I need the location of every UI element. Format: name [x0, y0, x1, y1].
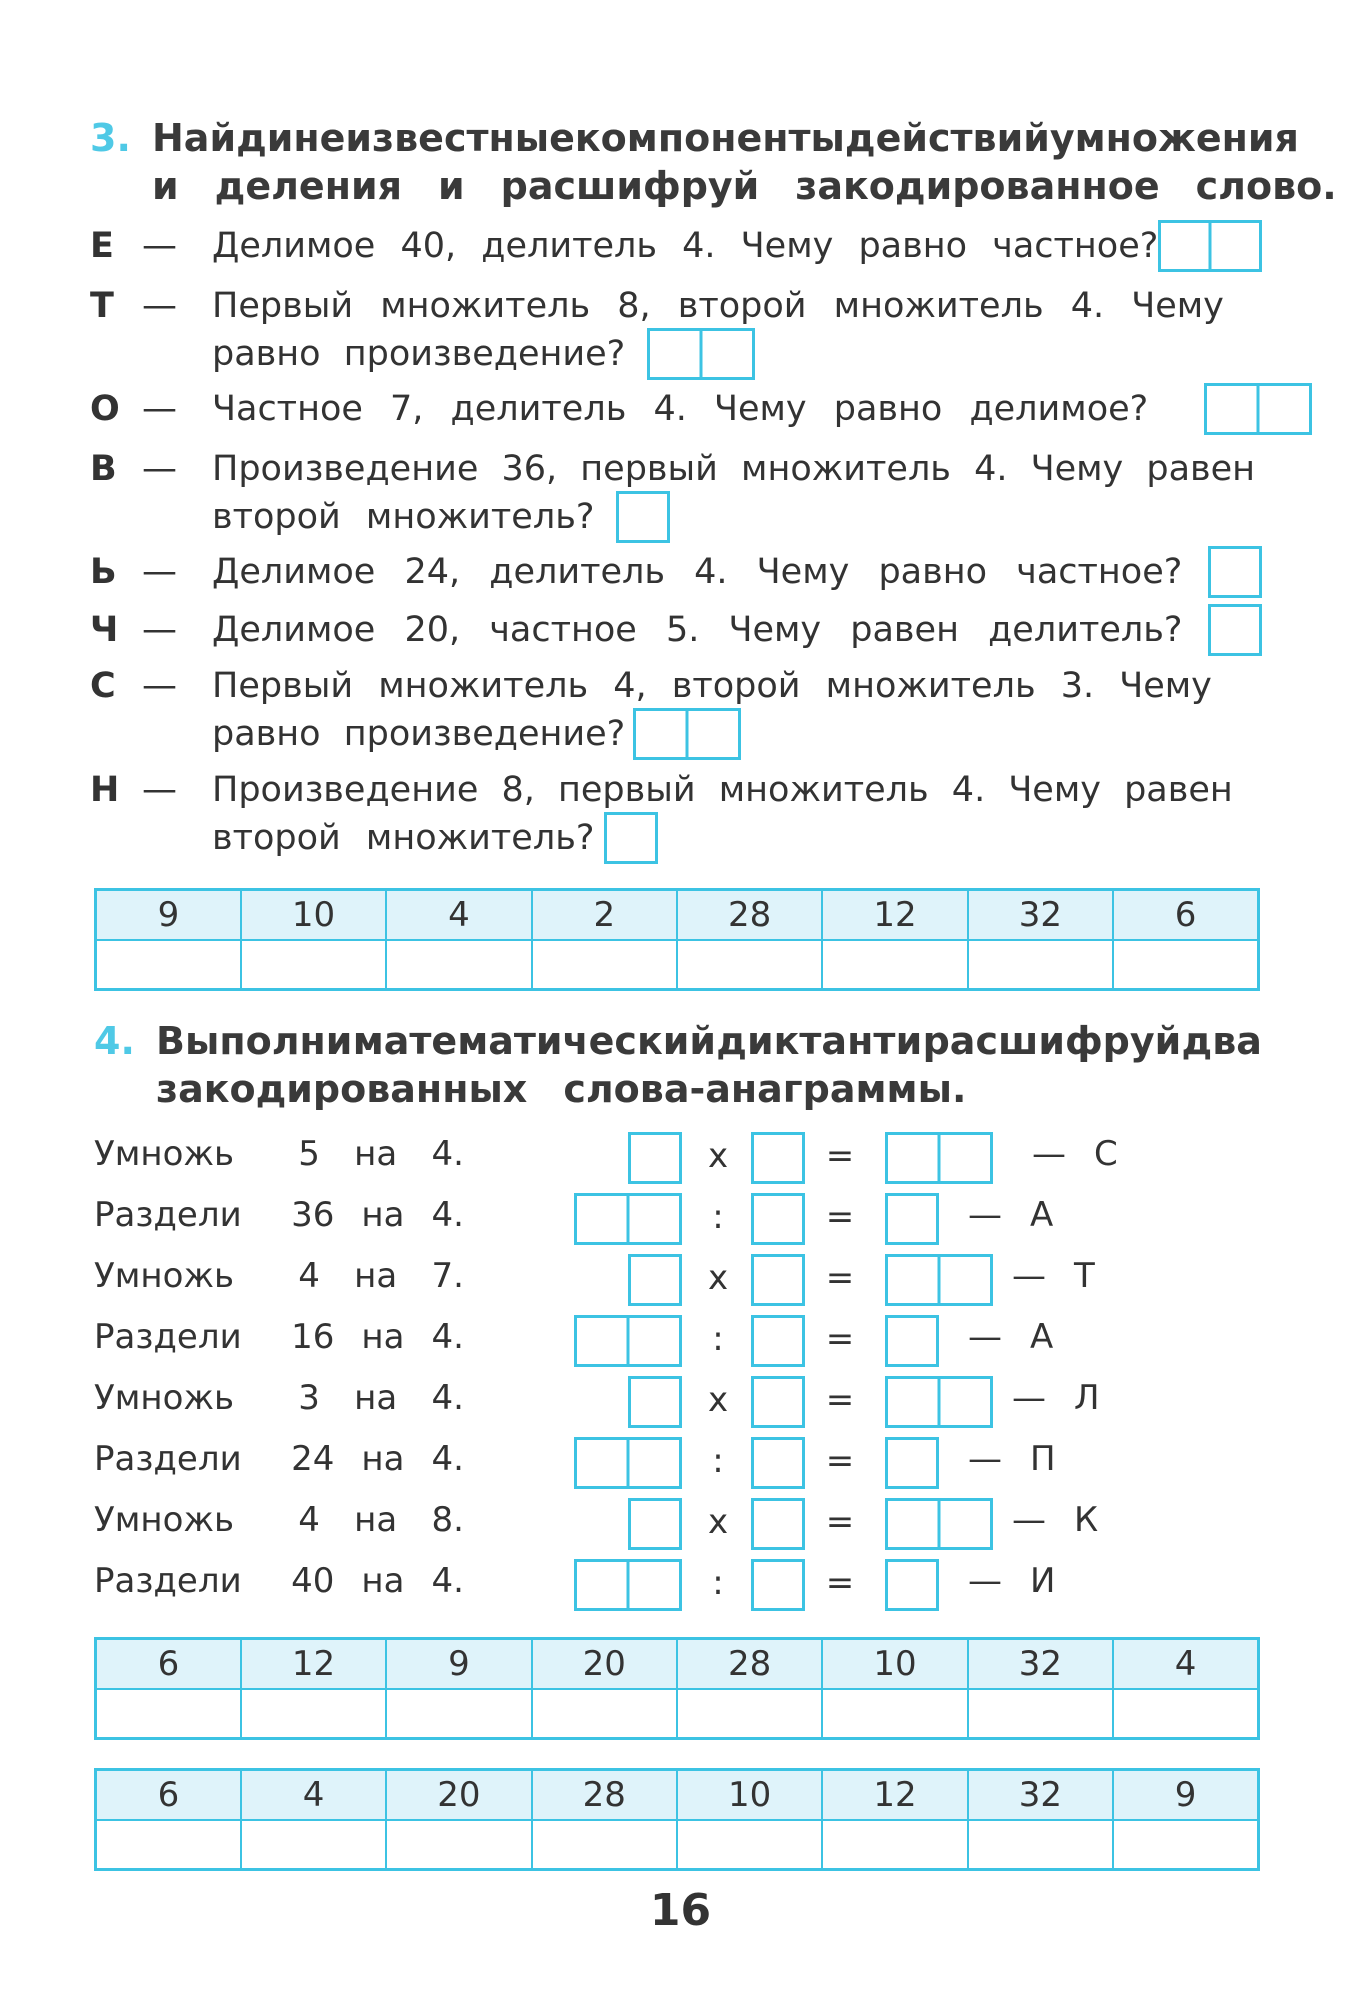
task4-number: 4. [94, 1019, 135, 1063]
operand2-box[interactable] [751, 1315, 805, 1367]
code-letter-cell[interactable] [1113, 1689, 1258, 1739]
code-letter-cell[interactable] [532, 1820, 677, 1870]
item-text [212, 766, 1262, 862]
item-letter: О [90, 389, 120, 429]
code-number: 12 [241, 1639, 386, 1689]
answer-box[interactable] [604, 812, 658, 864]
item-letter: С [90, 666, 116, 706]
dictation-row [94, 1250, 1194, 1311]
item-question: Первый множитель 8, второй множитель 4. Чему [212, 286, 1224, 326]
item-line [212, 330, 1262, 378]
answer-box[interactable] [1208, 604, 1262, 656]
instruction-word: на [354, 1500, 398, 1540]
operand1-box[interactable] [574, 1315, 682, 1367]
item-letter: Ь [90, 552, 117, 592]
task4-heading-line1 [156, 1017, 1262, 1065]
result-box[interactable] [885, 1193, 939, 1245]
code-number: 28 [532, 1770, 677, 1820]
heading-word: действий [844, 116, 1050, 160]
heading-word: неизвестные [293, 116, 575, 160]
item-line [212, 814, 1262, 862]
instruction-word: 4. [431, 1439, 464, 1479]
code-number: 4 [1113, 1639, 1258, 1689]
operand1-box[interactable] [574, 1559, 682, 1611]
operand2-box[interactable] [751, 1437, 805, 1489]
item-dash: — [142, 610, 177, 650]
instruction-word: на [361, 1439, 405, 1479]
heading-word: закодированных [156, 1067, 528, 1111]
code-number: 6 [96, 1639, 241, 1689]
task3-heading-line2 [152, 162, 1337, 210]
code-number: 20 [386, 1770, 531, 1820]
task4-code-table-1 [94, 1637, 1260, 1740]
code-letter-cell[interactable] [968, 1820, 1113, 1870]
instruction-word: 4 [298, 1500, 320, 1540]
code-row-numbers [96, 1639, 1259, 1689]
page-number: 16 [649, 1885, 712, 1936]
dictation-dash: — [968, 1195, 1002, 1235]
result-box[interactable] [885, 1498, 993, 1550]
item-dash: — [142, 449, 177, 489]
code-letter-cell[interactable] [677, 1820, 822, 1870]
item-letter: Н [90, 770, 120, 810]
code-letter-cell[interactable] [1113, 940, 1258, 990]
heading-word: расшифруй [500, 164, 760, 208]
task3-number: 3. [90, 116, 131, 160]
answer-box[interactable] [1208, 546, 1262, 598]
answer-box[interactable] [1158, 220, 1262, 272]
instruction-word: 4. [431, 1378, 464, 1418]
heading-word: и [438, 164, 465, 208]
heading-word: два [1181, 1019, 1262, 1063]
instruction-word: 16 [291, 1317, 335, 1357]
instruction-word: 24 [291, 1439, 335, 1479]
code-letter-cell[interactable] [96, 940, 241, 990]
instruction-word: на [361, 1317, 405, 1357]
item-dash: — [142, 770, 177, 810]
code-number: 9 [386, 1639, 531, 1689]
dictation-instruction [94, 1561, 464, 1601]
item-line [212, 606, 1262, 654]
code-row-numbers [96, 1770, 1259, 1820]
dictation-instruction [94, 1500, 464, 1540]
operand1-box[interactable] [628, 1254, 682, 1306]
dictation-row [94, 1433, 1194, 1494]
code-number: 6 [96, 1770, 241, 1820]
heading-word: и [152, 164, 179, 208]
dictation-row [94, 1189, 1194, 1250]
code-number: 28 [677, 890, 822, 940]
heading-word: компоненты [574, 116, 845, 160]
heading-word: Выполни [156, 1019, 353, 1063]
instruction-word: 40 [291, 1561, 335, 1601]
item-dash: — [142, 226, 177, 266]
operand2-box[interactable] [751, 1132, 805, 1184]
multiply-sign: x [707, 1502, 729, 1542]
dictation-instruction [94, 1134, 464, 1174]
code-number: 2 [532, 890, 677, 940]
equals-sign: = [825, 1197, 855, 1237]
item-line [212, 445, 1262, 493]
item-question: Произведение 36, первый множитель 4. Чему равен [212, 449, 1256, 489]
item-line [212, 766, 1262, 814]
task3-heading-line1 [152, 114, 1299, 162]
item-line [212, 385, 1312, 433]
heading-word: диктант [716, 1019, 896, 1063]
item-line [212, 710, 1262, 758]
dictation-dash: — [1032, 1134, 1066, 1174]
code-letter-cell[interactable] [822, 1820, 967, 1870]
code-number: 9 [1113, 1770, 1258, 1820]
code-letter-cell[interactable] [386, 940, 531, 990]
item-line [212, 662, 1262, 710]
multiply-sign: x [707, 1136, 729, 1176]
dictation-instruction [94, 1195, 464, 1235]
instruction-word: на [354, 1134, 398, 1174]
divide-sign: : [712, 1319, 724, 1359]
task4-code-table-2 [94, 1768, 1260, 1871]
dictation-dash: — [1012, 1378, 1046, 1418]
instruction-word: 36 [291, 1195, 335, 1235]
dictation-instruction [94, 1256, 464, 1296]
operand2-box[interactable] [751, 1559, 805, 1611]
dictation-letter: Л [1074, 1378, 1100, 1418]
instruction-word: 4. [431, 1561, 464, 1601]
code-number: 4 [241, 1770, 386, 1820]
answer-box[interactable] [647, 328, 755, 380]
dictation-dash: — [968, 1439, 1002, 1479]
heading-word: и [895, 1019, 923, 1063]
equals-sign: = [825, 1502, 855, 1542]
instruction-word: 4. [431, 1134, 464, 1174]
code-letter-cell[interactable] [822, 1689, 967, 1739]
heading-word: умножения [1049, 116, 1299, 160]
code-number: 12 [822, 890, 967, 940]
item-text [212, 222, 1262, 270]
instruction-word: Умножь [94, 1500, 235, 1540]
heading-word: расшифруй [922, 1019, 1182, 1063]
instruction-word: Умножь [94, 1134, 235, 1174]
item-text [212, 385, 1312, 433]
dictation-row [94, 1494, 1194, 1555]
code-number: 6 [1113, 890, 1258, 940]
multiply-sign: x [707, 1258, 729, 1298]
item-line [212, 493, 1262, 541]
item-dash: — [142, 389, 177, 429]
result-box[interactable] [885, 1437, 939, 1489]
item-text [212, 445, 1262, 541]
code-row-numbers [96, 890, 1259, 940]
instruction-word: Раздели [94, 1195, 242, 1235]
item-question-cont: второй множитель? [212, 818, 595, 858]
equals-sign: = [825, 1258, 855, 1298]
code-letter-cell[interactable] [241, 940, 386, 990]
multiply-sign: x [707, 1380, 729, 1420]
result-box[interactable] [885, 1254, 993, 1306]
result-box[interactable] [885, 1132, 993, 1184]
heading-word: деления [214, 164, 402, 208]
item-dash: — [142, 552, 177, 592]
code-row-letters [96, 1820, 1259, 1870]
instruction-word: 4. [431, 1317, 464, 1357]
instruction-word: на [361, 1561, 405, 1601]
instruction-word: на [361, 1195, 405, 1235]
code-number: 12 [822, 1770, 967, 1820]
item-question-cont: второй множитель? [212, 497, 595, 537]
equals-sign: = [825, 1563, 855, 1603]
operand1-box[interactable] [574, 1193, 682, 1245]
item-letter: Т [90, 286, 114, 326]
code-number: 10 [677, 1770, 822, 1820]
task4-heading-line2 [156, 1065, 1328, 1113]
code-number: 10 [822, 1639, 967, 1689]
code-letter-cell[interactable] [241, 1820, 386, 1870]
code-row-letters [96, 1689, 1259, 1739]
item-question: Делимое 40, делитель 4. Чему равно частное? [212, 226, 1159, 266]
item-dash: — [142, 666, 177, 706]
dictation-letter: С [1094, 1134, 1118, 1174]
answer-box[interactable] [633, 708, 741, 760]
item-text [212, 548, 1262, 596]
heading-word: слова-анаграммы. [563, 1067, 967, 1111]
code-number: 4 [386, 890, 531, 940]
instruction-word: 4. [431, 1195, 464, 1235]
divide-sign: : [712, 1441, 724, 1481]
answer-box[interactable] [1204, 383, 1312, 435]
instruction-word: 8. [431, 1500, 464, 1540]
operand2-box[interactable] [751, 1254, 805, 1306]
dictation-instruction [94, 1439, 464, 1479]
code-letter-cell[interactable] [968, 940, 1113, 990]
item-question: Делимое 24, делитель 4. Чему равно частное? [212, 552, 1183, 592]
code-number: 9 [96, 890, 241, 940]
divide-sign: : [712, 1197, 724, 1237]
operand1-box[interactable] [628, 1498, 682, 1550]
item-letter: В [90, 449, 117, 489]
operand1-box[interactable] [628, 1132, 682, 1184]
heading-word: Найди [152, 116, 294, 160]
code-letter-cell[interactable] [96, 1689, 241, 1739]
result-box[interactable] [885, 1559, 939, 1611]
code-number: 32 [968, 1639, 1113, 1689]
instruction-word: Раздели [94, 1439, 242, 1479]
dictation-row [94, 1311, 1194, 1372]
dictation-dash: — [1012, 1256, 1046, 1296]
equals-sign: = [825, 1319, 855, 1359]
operand2-box[interactable] [751, 1193, 805, 1245]
dictation-dash: — [1012, 1500, 1046, 1540]
code-number: 32 [968, 1770, 1113, 1820]
dictation-row [94, 1372, 1194, 1433]
item-dash: — [142, 286, 177, 326]
code-letter-cell[interactable] [968, 1689, 1113, 1739]
code-number: 10 [241, 890, 386, 940]
heading-word: математический [352, 1019, 716, 1063]
equals-sign: = [825, 1380, 855, 1420]
code-letter-cell[interactable] [532, 940, 677, 990]
item-question: Произведение 8, первый множитель 4. Чему равен [212, 770, 1233, 810]
dictation-letter: К [1074, 1500, 1099, 1540]
item-letter: Ч [90, 610, 119, 650]
dictation-row [94, 1555, 1194, 1616]
instruction-word: Раздели [94, 1317, 242, 1357]
code-letter-cell[interactable] [822, 940, 967, 990]
heading-word: слово. [1195, 164, 1337, 208]
item-line [212, 548, 1262, 596]
heading-word: закодированное [795, 164, 1160, 208]
instruction-word: 4 [298, 1256, 320, 1296]
item-question: Делимое 20, частное 5. Чему равен делитель? [212, 610, 1183, 650]
code-letter-cell[interactable] [386, 1689, 531, 1739]
divide-sign: : [712, 1563, 724, 1603]
operand1-box[interactable] [574, 1437, 682, 1489]
instruction-word: Умножь [94, 1256, 235, 1296]
instruction-word: 3 [298, 1378, 320, 1418]
equals-sign: = [825, 1136, 855, 1176]
instruction-word: 5 [298, 1134, 320, 1174]
code-letter-cell[interactable] [677, 940, 822, 990]
result-box[interactable] [885, 1315, 939, 1367]
dictation-letter: И [1030, 1561, 1056, 1601]
item-line [212, 282, 1262, 330]
equals-sign: = [825, 1441, 855, 1481]
dictation-letter: П [1030, 1439, 1056, 1479]
item-text [212, 282, 1262, 378]
code-number: 28 [677, 1639, 822, 1689]
code-letter-cell[interactable] [96, 1820, 241, 1870]
dictation-letter: Т [1074, 1256, 1095, 1296]
answer-box[interactable] [616, 491, 670, 543]
code-letter-cell[interactable] [386, 1820, 531, 1870]
dictation-instruction [94, 1378, 464, 1418]
code-number: 32 [968, 890, 1113, 940]
item-text [212, 662, 1262, 758]
item-text [212, 606, 1262, 654]
code-letter-cell[interactable] [241, 1689, 386, 1739]
dictation-instruction [94, 1317, 464, 1357]
item-question: Частное 7, делитель 4. Чему равно делимое? [212, 389, 1149, 429]
instruction-word: 7. [431, 1256, 464, 1296]
operand2-box[interactable] [751, 1376, 805, 1428]
item-question: Первый множитель 4, второй множитель 3. Чему [212, 666, 1212, 706]
instruction-word: на [354, 1378, 398, 1418]
dictation-dash: — [968, 1561, 1002, 1601]
operand1-box[interactable] [628, 1376, 682, 1428]
item-question-cont: равно произведение? [212, 714, 626, 754]
code-letter-cell[interactable] [1113, 1820, 1258, 1870]
dictation-dash: — [968, 1317, 1002, 1357]
dictation-row [94, 1128, 1194, 1189]
item-line [212, 222, 1262, 270]
instruction-word: Умножь [94, 1378, 235, 1418]
instruction-word: Раздели [94, 1561, 242, 1601]
code-letter-cell[interactable] [677, 1689, 822, 1739]
operand2-box[interactable] [751, 1498, 805, 1550]
dictation-letter: А [1030, 1195, 1054, 1235]
dictation-letter: А [1030, 1317, 1054, 1357]
code-row-letters [96, 940, 1259, 990]
item-letter: Е [90, 226, 114, 266]
code-number: 20 [532, 1639, 677, 1689]
code-letter-cell[interactable] [532, 1689, 677, 1739]
result-box[interactable] [885, 1376, 993, 1428]
instruction-word: на [354, 1256, 398, 1296]
item-question-cont: равно произведение? [212, 334, 626, 374]
task3-code-table [94, 888, 1260, 991]
